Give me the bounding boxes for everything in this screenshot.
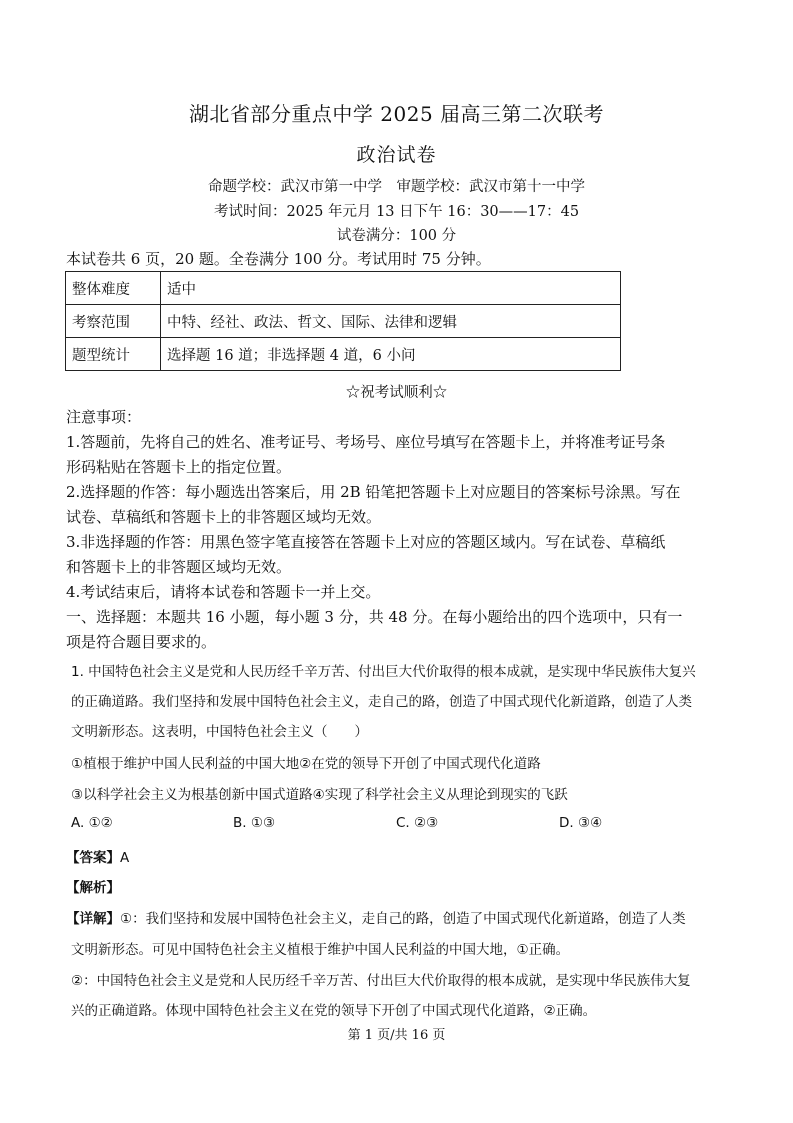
detail-text: ①：我们坚持和发展中国特色社会主义，走自己的路，创造了中国式现代化新道路，创造了人类 <box>120 911 686 927</box>
statement-line: ①植根于维护中国人民利益的中国大地②在党的领导下开创了中国式现代化道路 <box>71 756 541 772</box>
info-table <box>65 271 621 371</box>
detail-label: 【详解】 <box>66 911 120 927</box>
table-value: 中特、经社、政法、哲文、国际、法律和逻辑 <box>161 305 621 338</box>
notes-heading: 注意事项： <box>66 408 142 426</box>
question-stem-line: 文明新形态。这表明，中国特色社会主义（ ） <box>71 724 368 740</box>
note-line: 1.答题前，先将自己的姓名、准考证号、考场号、座位号填写在答题卡上，并将准考证号条 <box>66 433 666 451</box>
note-line: 试卷、草稿纸和答题卡上的非答题区域均无效。 <box>66 508 382 526</box>
section-heading: 一、选择题：本题共 16 小题，每小题 3 分，共 48 分。在每小题给出的四个选项中，只有一 <box>66 608 683 626</box>
intro-line: 本试卷共 6 页，20 题。全卷满分 100 分。考试用时 75 分钟。 <box>66 250 491 268</box>
answer-value: A <box>120 850 130 866</box>
table-label: 题型统计 <box>66 338 161 371</box>
table-label: 考察范围 <box>66 305 161 338</box>
answer-line <box>66 846 129 866</box>
detail-line: ②：中国特色社会主义是党和人民历经千辛万苦、付出巨大代价取得的根本成就，是实现中华民族伟大复 <box>71 973 691 989</box>
option-d: D. ③④ <box>559 815 603 831</box>
section-heading-cont: 项是符合题目要求的。 <box>66 633 217 651</box>
option-a: A. ①② <box>71 815 113 831</box>
analysis-label: 【解析】 <box>66 880 120 896</box>
statement-line: ③以科学社会主义为根基创新中国式道路④实现了科学社会主义从理论到现实的飞跃 <box>71 787 568 803</box>
table-row <box>66 272 621 305</box>
table-row <box>66 338 621 371</box>
exam-time-line: 考试时间：2025 年元月 13 日下午 16：30——17：45 <box>213 204 580 220</box>
question-stem-line: 1. 中国特色社会主义是党和人民历经千辛万苦、付出巨大代价取得的根本成就，是实现中华民族伟大复兴 <box>71 664 696 680</box>
answer-label: 【答案】 <box>66 850 120 866</box>
note-line: 和答题卡上的非答题区域均无效。 <box>66 558 292 576</box>
detail-line: 文明新形态。可见中国特色社会主义植根于维护中国人民利益的中国大地，①正确。 <box>71 942 570 958</box>
page-number: 第 1 页/共 16 页 <box>347 1028 446 1043</box>
exam-title: 湖北省部分重点中学 2025 届高三第二次联考 <box>188 102 605 126</box>
note-line: 2.选择题的作答：每小题选出答案后，用 2B 铅笔把答题卡上对应题目的答案标号涂黑。写在 <box>66 483 681 501</box>
note-line: 3.非选择题的作答：用黑色签字笔直接答在答题卡上对应的答题区域内。写在试卷、草稿纸 <box>66 533 666 551</box>
table-label: 整体难度 <box>66 272 161 305</box>
table-row <box>66 305 621 338</box>
school-line: 命题学校：武汉市第一中学 审题学校：武汉市第十一中学 <box>208 179 585 195</box>
question-stem-line: 的正确道路。我们坚持和发展中国特色社会主义，走自己的路，创造了中国式现代化新道路，创造了人类 <box>71 694 692 710</box>
full-score-line: 试卷满分：100 分 <box>336 228 457 244</box>
detail-line: 兴的正确道路。体现中国特色社会主义在党的领导下开创了中国式现代化道路，②正确。 <box>71 1003 597 1019</box>
note-line: 形码粘贴在答题卡上的指定位置。 <box>66 458 292 476</box>
note-line: 4.考试结束后，请将本试卷和答题卡一并上交。 <box>66 583 381 601</box>
good-luck-line: ☆祝考试顺利☆ <box>345 385 448 401</box>
option-b: B. ①③ <box>233 815 276 831</box>
subject-title: 政治试卷 <box>356 144 437 166</box>
option-c: C. ②③ <box>396 815 439 831</box>
table-value: 选择题 16 道；非选择题 4 道，6 小问 <box>161 338 621 371</box>
detail-line <box>66 907 686 927</box>
table-value: 适中 <box>161 272 621 305</box>
